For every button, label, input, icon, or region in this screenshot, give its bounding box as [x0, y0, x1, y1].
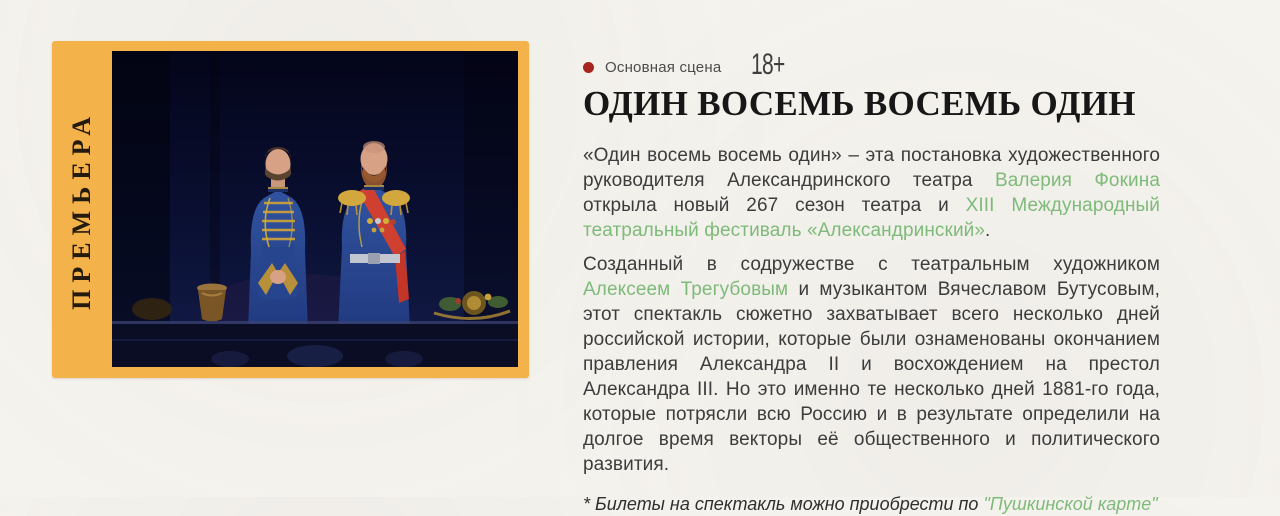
stage-photo-illustration	[112, 51, 518, 367]
description-paragraph-1	[583, 143, 1160, 243]
meta-row	[583, 48, 1160, 82]
text-segment: .	[985, 220, 991, 241]
balcony-parapet	[112, 321, 518, 367]
text-link[interactable]: XIII Международный театральный фестиваль «Александринский»	[583, 195, 1161, 241]
text-segment: и музыкантом Вячеславом Бутусовым, этот спектакль сюжетно захватывает всего несколько дней российской истории, которые были ознаменованы окончанием правления Александра II и восхождением на престол Александра III. Но это именно те несколько дней 1881-го года, которые потрясли всю Россию и в результате определили на долгое время векторы её общественного и политического развития.	[583, 279, 1160, 475]
description-body	[583, 143, 1160, 477]
description-paragraph-2	[583, 252, 1160, 477]
performance-photo[interactable]	[112, 51, 518, 367]
premiere-card[interactable]	[52, 41, 529, 378]
text-segment: открыла новый 267 сезон театра и	[583, 195, 966, 216]
premiere-vertical-label	[52, 41, 112, 378]
show-description-section	[583, 48, 1161, 516]
show-title: ОДИН ВОСЕМЬ ВОСЕМЬ ОДИН	[583, 84, 1136, 123]
text-link[interactable]: "Пушкинской карте"	[983, 494, 1158, 514]
text-segment: * Билеты на спектакль можно приобрести по	[583, 494, 984, 514]
text-link[interactable]: Валерия Фокина	[994, 170, 1160, 191]
tickets-footnote	[583, 492, 1160, 516]
stage-marker-dot-icon	[583, 62, 594, 73]
text-link[interactable]: Алексеем Трегубовым	[583, 279, 789, 300]
text-segment: «Один восемь восемь один» – эта постановка художественного руководителя Александринского театра	[583, 145, 1160, 191]
premiere-label-text: ПРЕМЬЕРА	[67, 109, 96, 310]
text-segment: Созданный в содружестве с театральным художником	[583, 254, 1160, 275]
stage-label[interactable]: Основная сцена	[605, 58, 722, 76]
age-rating-badge: 18+	[751, 48, 785, 81]
